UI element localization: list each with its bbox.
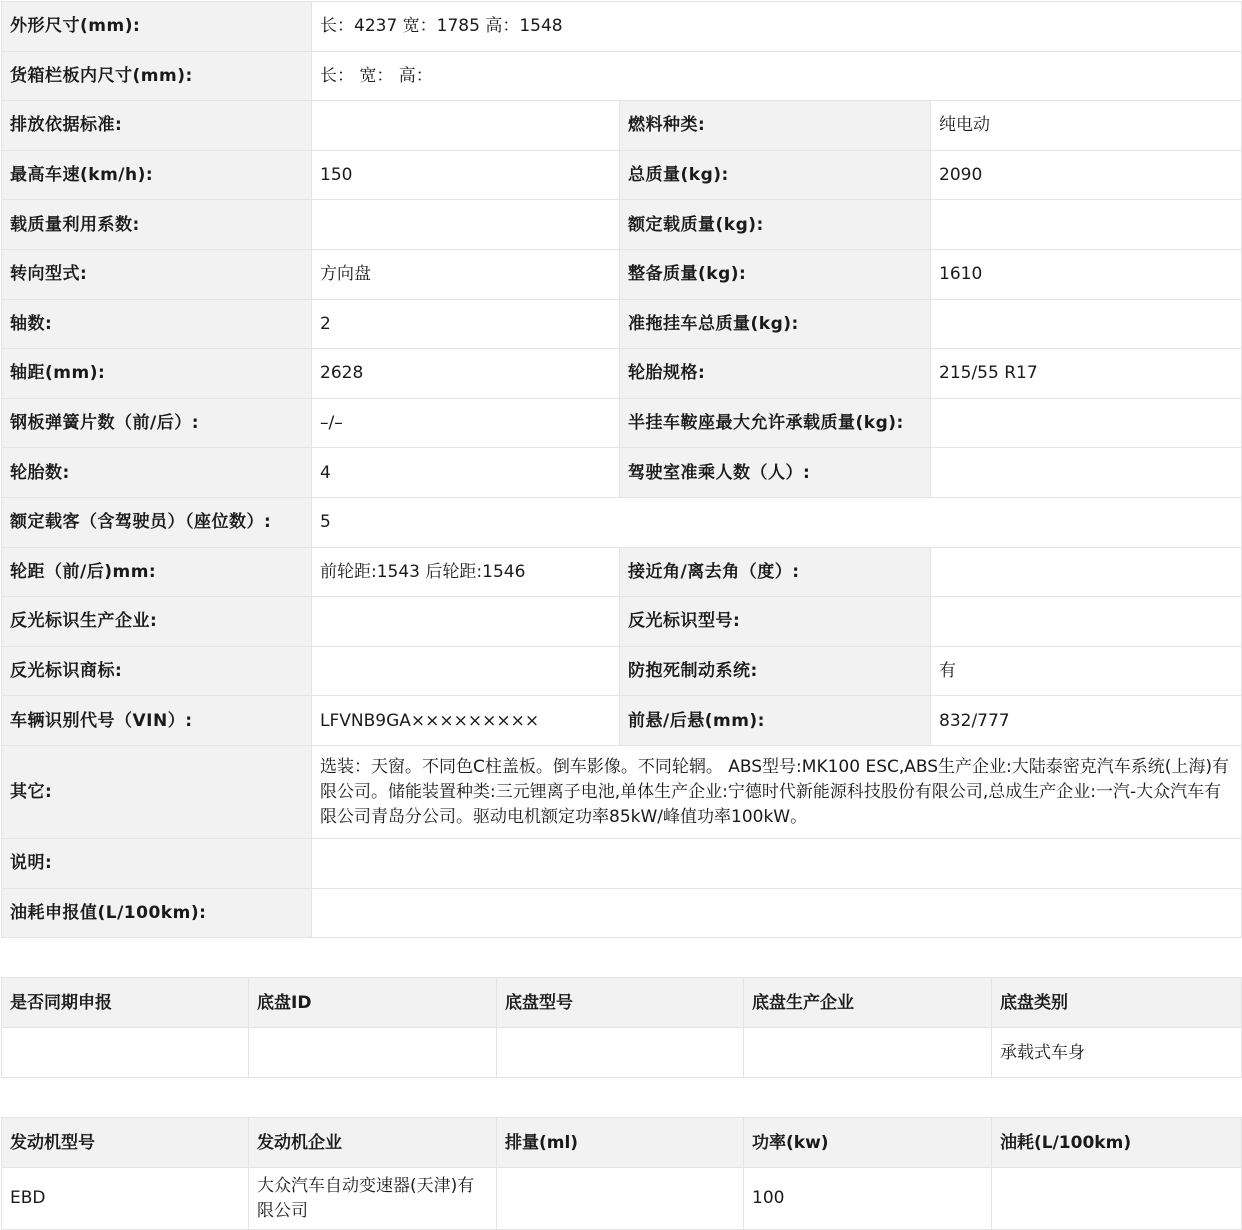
spec-value: 2090	[931, 150, 1242, 200]
column-header: 发动机企业	[249, 1118, 497, 1168]
column-header: 是否同期申报	[2, 978, 249, 1028]
chassis-header-row	[2, 978, 1242, 1028]
column-header: 油耗(L/100km)	[992, 1118, 1242, 1168]
spec-label: 说明:	[2, 838, 312, 888]
column-header: 功率(kw)	[744, 1118, 992, 1168]
spec-label: 半挂车鞍座最大允许承载质量(kg):	[620, 398, 931, 448]
spec-value	[931, 547, 1242, 597]
table-cell	[2, 1028, 249, 1078]
spec-label: 钢板弹簧片数（前/后）:	[2, 398, 312, 448]
column-header: 发动机型号	[2, 1118, 249, 1168]
spec-value: 1610	[931, 249, 1242, 299]
spec-label: 额定载客（含驾驶员）（座位数）:	[2, 497, 312, 547]
engine-table	[1, 1117, 1242, 1230]
spec-row-cargo-box	[2, 51, 1242, 101]
spec-value: LFVNB9GA×××××××××	[312, 696, 620, 746]
spec-value: 2	[312, 299, 620, 349]
spec-row-fuel-consumption	[2, 888, 1242, 938]
spec-row	[2, 696, 1242, 746]
spec-value: 4	[312, 448, 620, 498]
spec-label: 轮胎数:	[2, 448, 312, 498]
spec-value	[931, 200, 1242, 250]
table-cell	[497, 1028, 744, 1078]
spec-value	[312, 838, 1242, 888]
spec-label: 车辆识别代号（VIN）:	[2, 696, 312, 746]
spec-label: 前悬/后悬(mm):	[620, 696, 931, 746]
column-header: 排量(ml)	[497, 1118, 744, 1168]
spec-label: 防抱死制动系统:	[620, 646, 931, 696]
spec-label: 货箱栏板内尺寸(mm):	[2, 51, 312, 101]
column-header: 底盘生产企业	[744, 978, 992, 1028]
spec-value: –/–	[312, 398, 620, 448]
spec-value	[931, 448, 1242, 498]
spec-row	[2, 249, 1242, 299]
table-cell: 大众汽车自动变速器(天津)有限公司	[249, 1168, 497, 1230]
table-cell: EBD	[2, 1168, 249, 1230]
spec-label: 油耗申报值(L/100km):	[2, 888, 312, 938]
spec-label: 总质量(kg):	[620, 150, 931, 200]
table-cell	[744, 1028, 992, 1078]
spec-row	[2, 200, 1242, 250]
spec-label: 其它:	[2, 745, 312, 838]
spec-row-remarks	[2, 838, 1242, 888]
table-cell: 100	[744, 1168, 992, 1230]
spec-label: 额定载质量(kg):	[620, 200, 931, 250]
spec-label: 反光标识商标:	[2, 646, 312, 696]
spec-label: 轴数:	[2, 299, 312, 349]
spec-label: 轮距（前/后)mm:	[2, 547, 312, 597]
spec-label: 准拖挂车总质量(kg):	[620, 299, 931, 349]
spec-label: 轮胎规格:	[620, 349, 931, 399]
column-header: 底盘型号	[497, 978, 744, 1028]
spec-value: 832/777	[931, 696, 1242, 746]
table-cell: 承载式车身	[992, 1028, 1242, 1078]
spec-row	[2, 448, 1242, 498]
spec-value	[931, 398, 1242, 448]
table-cell	[497, 1168, 744, 1230]
spec-value	[931, 299, 1242, 349]
spec-row	[2, 646, 1242, 696]
spec-row	[2, 349, 1242, 399]
spec-row-other	[2, 745, 1242, 838]
spec-label: 接近角/离去角（度）:	[620, 547, 931, 597]
spec-row	[2, 150, 1242, 200]
spec-label: 轴距(mm):	[2, 349, 312, 399]
spec-value	[312, 646, 620, 696]
column-header: 底盘ID	[249, 978, 497, 1028]
spec-value	[931, 597, 1242, 647]
spec-value: 长： 宽： 高：	[312, 51, 1242, 101]
spec-value: 5	[312, 497, 1242, 547]
spec-row-dimensions	[2, 2, 1242, 52]
spec-label: 排放依据标准:	[2, 101, 312, 151]
table-row	[2, 1168, 1242, 1230]
spec-value: 150	[312, 150, 620, 200]
table-cell	[249, 1028, 497, 1078]
spec-label: 转向型式:	[2, 249, 312, 299]
table-cell	[992, 1168, 1242, 1230]
spec-value	[312, 200, 620, 250]
engine-header-row	[2, 1118, 1242, 1168]
spec-value: 2628	[312, 349, 620, 399]
spec-value	[312, 888, 1242, 938]
spec-row-seating	[2, 497, 1242, 547]
spec-label: 反光标识型号:	[620, 597, 931, 647]
column-header: 底盘类别	[992, 978, 1242, 1028]
spec-value	[312, 101, 620, 151]
spec-value-notes: 选装：天窗。不同色C柱盖板。倒车影像。不同轮辋。 ABS型号:MK100 ESC,ABS生产企业:大陆泰密克汽车系统(上海)有限公司。储能装置种类:三元锂离子电池,单体生产企业:宁德时代新能源科技股份有限公司,总成生产企业:一汽-大众汽车有限公司青岛分公司。驱动电机额定功率85kW/峰值功率100kW。	[312, 745, 1242, 838]
spec-label: 外形尺寸(mm):	[2, 2, 312, 52]
spec-label: 驾驶室准乘人数（人）:	[620, 448, 931, 498]
spec-value: 有	[931, 646, 1242, 696]
spec-label: 载质量利用系数:	[2, 200, 312, 250]
spec-label: 燃料种类:	[620, 101, 931, 151]
spec-row	[2, 299, 1242, 349]
spec-label: 整备质量(kg):	[620, 249, 931, 299]
spec-label: 最高车速(km/h):	[2, 150, 312, 200]
spec-row	[2, 101, 1242, 151]
spec-value	[312, 597, 620, 647]
spec-value: 前轮距:1543 后轮距:1546	[312, 547, 620, 597]
chassis-table	[1, 977, 1242, 1078]
table-row	[2, 1028, 1242, 1078]
vehicle-spec-table	[1, 1, 1242, 938]
spec-label: 反光标识生产企业:	[2, 597, 312, 647]
spec-value: 纯电动	[931, 101, 1242, 151]
spec-value: 长：4237 宽：1785 高：1548	[312, 2, 1242, 52]
spec-row	[2, 597, 1242, 647]
spec-row	[2, 398, 1242, 448]
spec-row	[2, 547, 1242, 597]
spec-value: 方向盘	[312, 249, 620, 299]
spec-value: 215/55 R17	[931, 349, 1242, 399]
